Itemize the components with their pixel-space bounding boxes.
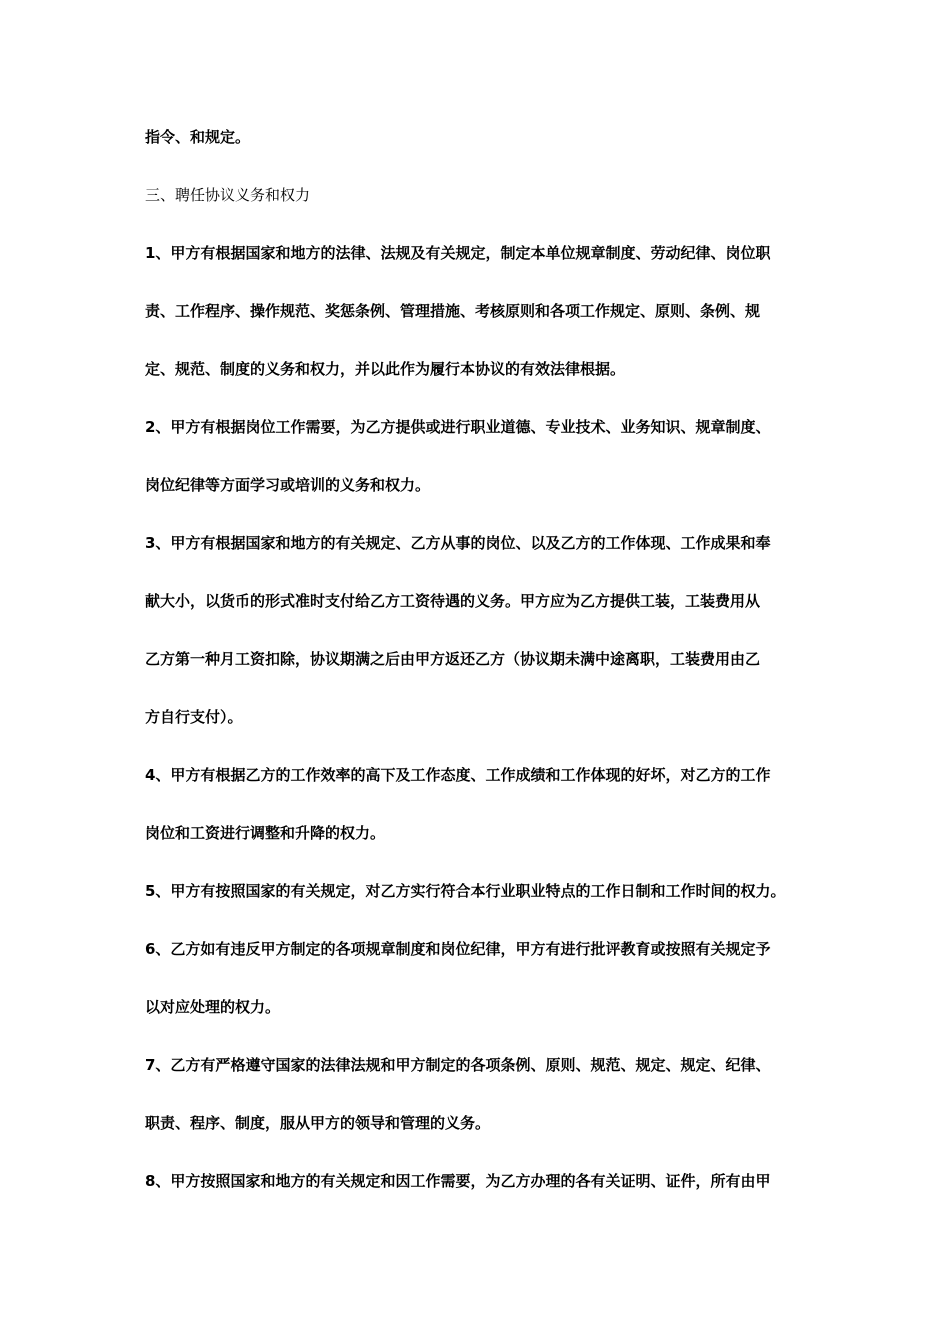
text-line: 7、乙方有严格遵守国家的法律法规和甲方制定的各项条例、原则、规范、规定、规定、纪律、	[145, 1056, 771, 1074]
text-line: 献大小，以货币的形式准时支付给乙方工资待遇的义务。甲方应为乙方提供工装，工装费用从	[145, 592, 761, 610]
text-line: 岗位纪律等方面学习或培训的义务和权力。	[145, 476, 431, 494]
text-line: 2、甲方有根据岗位工作需要，为乙方提供或进行职业道德、专业技术、业务知识、规章制度、	[145, 418, 771, 436]
text-line: 指令、和规定。	[145, 128, 251, 146]
text-line: 岗位和工资进行调整和升降的权力。	[145, 824, 386, 842]
text-line: 责、工作程序、操作规范、奖惩条例、管理措施、考核原则和各项工作规定、原则、条例、规	[145, 302, 761, 320]
text-line: 职责、程序、制度，服从甲方的领导和管理的义务。	[145, 1114, 491, 1132]
text-line: 6、乙方如有违反甲方制定的各项规章制度和岗位纪律，甲方有进行批评教育或按照有关规定予	[145, 940, 771, 958]
text-line: 4、甲方有根据乙方的工作效率的高下及工作态度、工作成绩和工作体现的好坏，对乙方的工作	[145, 766, 771, 784]
text-line: 3、甲方有根据国家和地方的有关规定、乙方从事的岗位、以及乙方的工作体现、工作成果和奉	[145, 534, 771, 552]
section-heading: 三、聘任协议义务和权力	[145, 186, 311, 204]
text-line: 方自行支付）。	[145, 708, 243, 726]
text-line: 乙方第一种月工资扣除，协议期满之后由甲方返还乙方（协议期未满中途离职，工装费用由乙	[145, 650, 761, 668]
text-line: 以对应处理的权力。	[145, 998, 281, 1016]
text-line: 定、规范、制度的义务和权力，并以此作为履行本协议的有效法律根据。	[145, 360, 626, 378]
text-line: 1、甲方有根据国家和地方的法律、法规及有关规定，制定本单位规章制度、劳动纪律、岗位职	[145, 244, 771, 262]
text-line: 5、甲方有按照国家的有关规定，对乙方实行符合本行业职业特点的工作日制和工作时间的权力。	[145, 882, 786, 900]
text-line: 8、甲方按照国家和地方的有关规定和因工作需要，为乙方办理的各有关证明、证件，所有由甲	[145, 1172, 771, 1190]
